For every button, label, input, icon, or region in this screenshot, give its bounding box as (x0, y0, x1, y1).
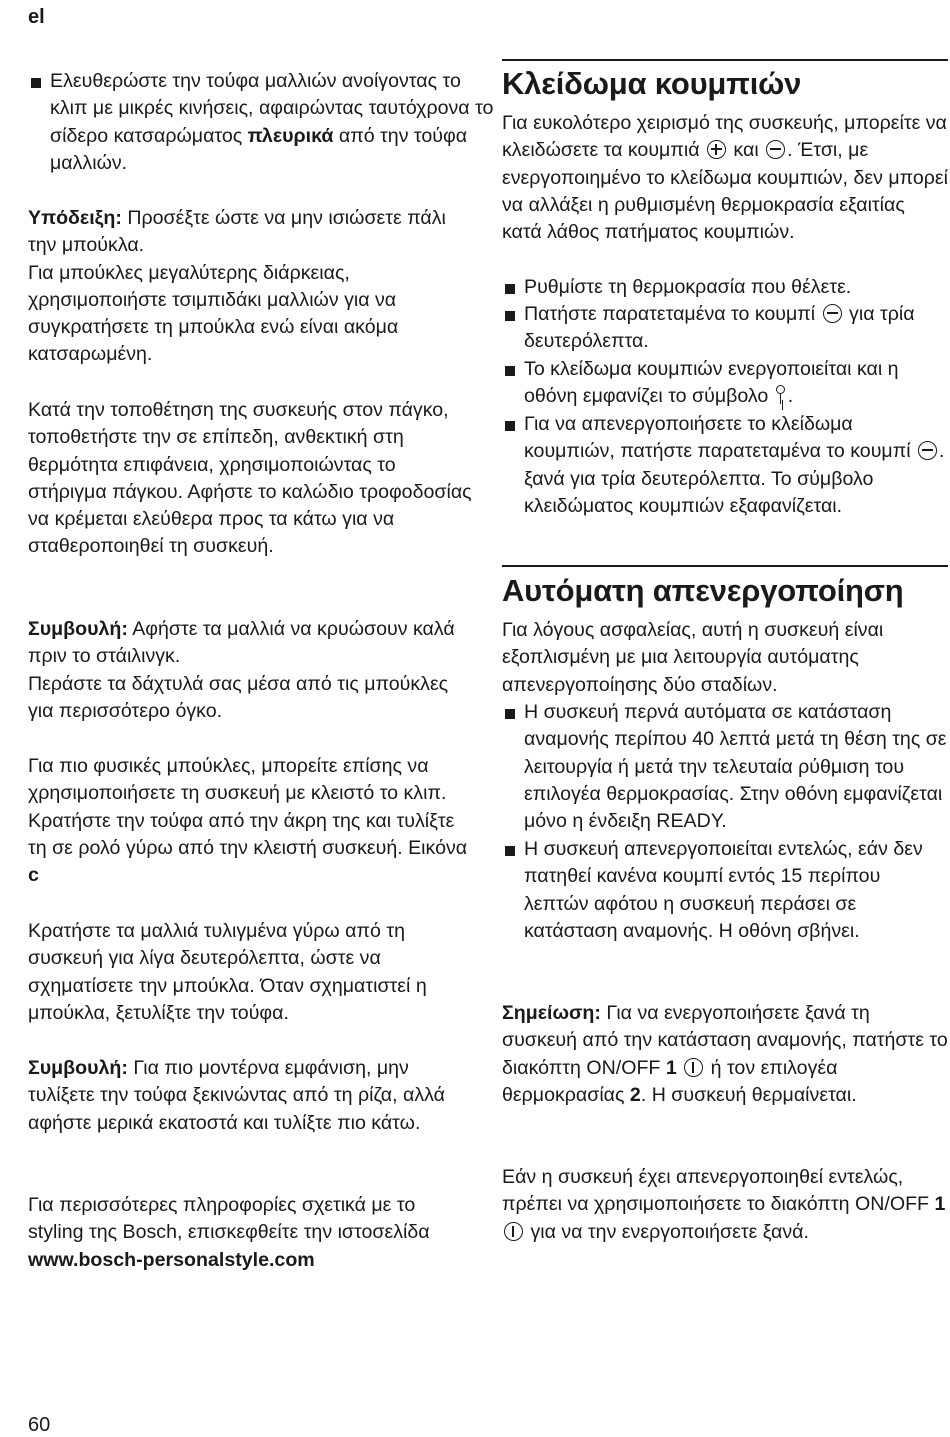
natural-curls-paragraph: Για πιο φυσικές μπούκλες, μπορείτε επίσης να χρησιμοποιήσετε τη συσκευή με κλειστό το κλιπ. Κρατήστε την τούφα από την άκρη της και τυλίξτε τη σε ρολό γύρω από την κλειστή συσκευή. Εικόνα c (28, 755, 468, 887)
website-link: www.bosch-personalstyle.com (28, 1248, 315, 1271)
list-item: Πατήστε παρατεταμένα το κουμπί για τρία δευτερόλεπτα. (502, 301, 948, 356)
note-block: Σημείωση: Για να ενεργοποιήσετε ξανά τη συσκευή από την κατάσταση αναμονής, πατήστε το διακόπτη ON/OFF 1 ή τον επιλογέα θερμοκρασίας 2. Η συσκευή θερμαίνεται. (502, 1002, 948, 1106)
section-rule (502, 59, 948, 61)
figure-ref: c (28, 864, 39, 887)
list-item: Για να απενεργοποιήσετε το κλείδωμα κουμπιών, πατήστε παρατεταμένα το κουμπί . ξανά για τρία δευτερόλεπτα. Το σύμβολο κλειδώματος κουμπιών εξαφανίζεται. (502, 411, 948, 520)
minus-button-icon (918, 441, 937, 460)
tip-label: Συμβουλή: (28, 618, 128, 640)
fully-off-paragraph: Εάν η συσκευή έχει απενεργοποιηθεί εντελώς, πρέπει να χρησιμοποιήσετε το διακόπτη ON/OFF 1 για να την ενεργοποιήσετε ξανά. (502, 1166, 946, 1243)
list-item: Ελευθερώστε την τούφα μαλλιών ανοίγοντας το κλιπ με μικρές κινήσεις, αφαιρώντας ταυτόχρονα το σίδερο κατσαρώματος πλευρικά από την τούφα μαλλιών. (28, 68, 495, 177)
plus-button-icon (707, 140, 726, 159)
hint-label: Υπόδειξη: (28, 207, 122, 229)
section-title-button-lock: Κλείδωμα κουμπιών (502, 66, 802, 101)
button-lock-intro: Για ευκολότερο χειρισμό της συσκευής, μπορείτε να κλειδώσετε τα κουμπιά και . Έτσι, με ενεργοποιημένο το κλείδωμα κουμπιών, δεν μπορεί να αλλάξει η ρυθμισμένη θερμοκρασία εξαιτίας κατά λάθος πατήματος κουμπιών. (502, 112, 948, 244)
list-item: Η συσκευή περνά αυτόματα σε κατάσταση αναμονής περίπου 40 λεπτά μετά τη θέση της σε λειτουργία ή μετά την τελευταία ρύθμιση του επιλογέα θερμοκρασίας. Στην οθόνη εμφανίζεται μόνο η ένδειξη READY. (502, 699, 948, 835)
counter-stand-paragraph: Κατά την τοποθέτηση της συσκευής στον πάγκο, τοποθετήστε την σε επίπεδη, ανθεκτική στη θερμότητα επιφάνεια, χρησιμοποιώντας το στήριγμα πάγκου. Αφήστε το καλώδιο τροφοδοσίας να κρέμεται ελεύθερα προς τα κάτω για να σταθεροποιηθεί τη συσκευή. (28, 399, 472, 558)
power-switch-icon (684, 1058, 703, 1077)
hold-paragraph: Κρατήστε τα μαλλιά τυλιγμένα γύρω από τη συσκευή για λίγα δευτερόλεπτα, ώστε να σχηματίσετε την μπούκλα. Όταν σχηματιστεί η μπούκλα, ξετυλίξτε την τούφα. (28, 920, 427, 1024)
minus-button-icon (766, 140, 785, 159)
tip-block-1: Συμβουλή: Αφήστε τα μαλλιά να κρυώσουν καλά πριν το στάιλινγκ. Περάστε τα δάχτυλά σας μέσα από τις μπούκλες για περισσότερο όγκο. (28, 618, 455, 722)
key-lock-icon (775, 385, 787, 405)
page-number: 60 (28, 1414, 51, 1436)
section-title-auto-off: Αυτόματη απενεργοποίηση (502, 573, 904, 608)
hint-block: Υπόδειξη: Προσέξτε ώστε να μην ισιώσετε πάλι την μπούκλα. Για μπούκλες μεγαλύτερης διάρκειας, χρησιμοποιήστε τσιμπιδάκι μαλλιών για να συγκρατήσετε τη μπούκλα ενώ είναι ακόμα κατσαρωμένη. (28, 207, 446, 366)
list-item: Το κλείδωμα κουμπιών ενεργοποιείται και η οθόνη εμφανίζει το σύμβολο . (502, 356, 948, 411)
list-item: Ρυθμίστε τη θερμοκρασία που θέλετε. (502, 274, 948, 301)
tip-label: Συμβουλή: (28, 1057, 128, 1079)
list-item: Η συσκευή απενεργοποιείται εντελώς, εάν δεν πατηθεί κανένα κουμπί εντός 15 περίπου λεπτών αφότου η συσκευή περάσει σε κατάσταση αναμονής. Η οθόνη σβήνει. (502, 836, 948, 945)
language-code: el (28, 6, 45, 28)
power-switch-icon (504, 1222, 523, 1241)
note-label: Σημείωση: (502, 1002, 601, 1024)
auto-off-intro: Για λόγους ασφαλείας, αυτή η συσκευή είναι εξοπλισμένη με μια λειτουργία αυτόματης απενεργοποίησης δύο σταδίων. (502, 619, 884, 696)
section-rule (502, 565, 948, 567)
more-info-paragraph: Για περισσότερες πληροφορίες σχετικά με το styling της Bosch, επισκεφθείτε την ιστοσελίδα www.bosch-personalstyle.com (28, 1194, 430, 1271)
tip-block-2: Συμβουλή: Για πιο μοντέρνα εμφάνιση, μην τυλίξετε την τούφα ξεκινώντας από τη ρίζα, αλλά αφήστε μερικά εκατοστά και τυλίξτε πιο κάτω. (28, 1057, 445, 1134)
minus-button-icon (823, 304, 842, 323)
